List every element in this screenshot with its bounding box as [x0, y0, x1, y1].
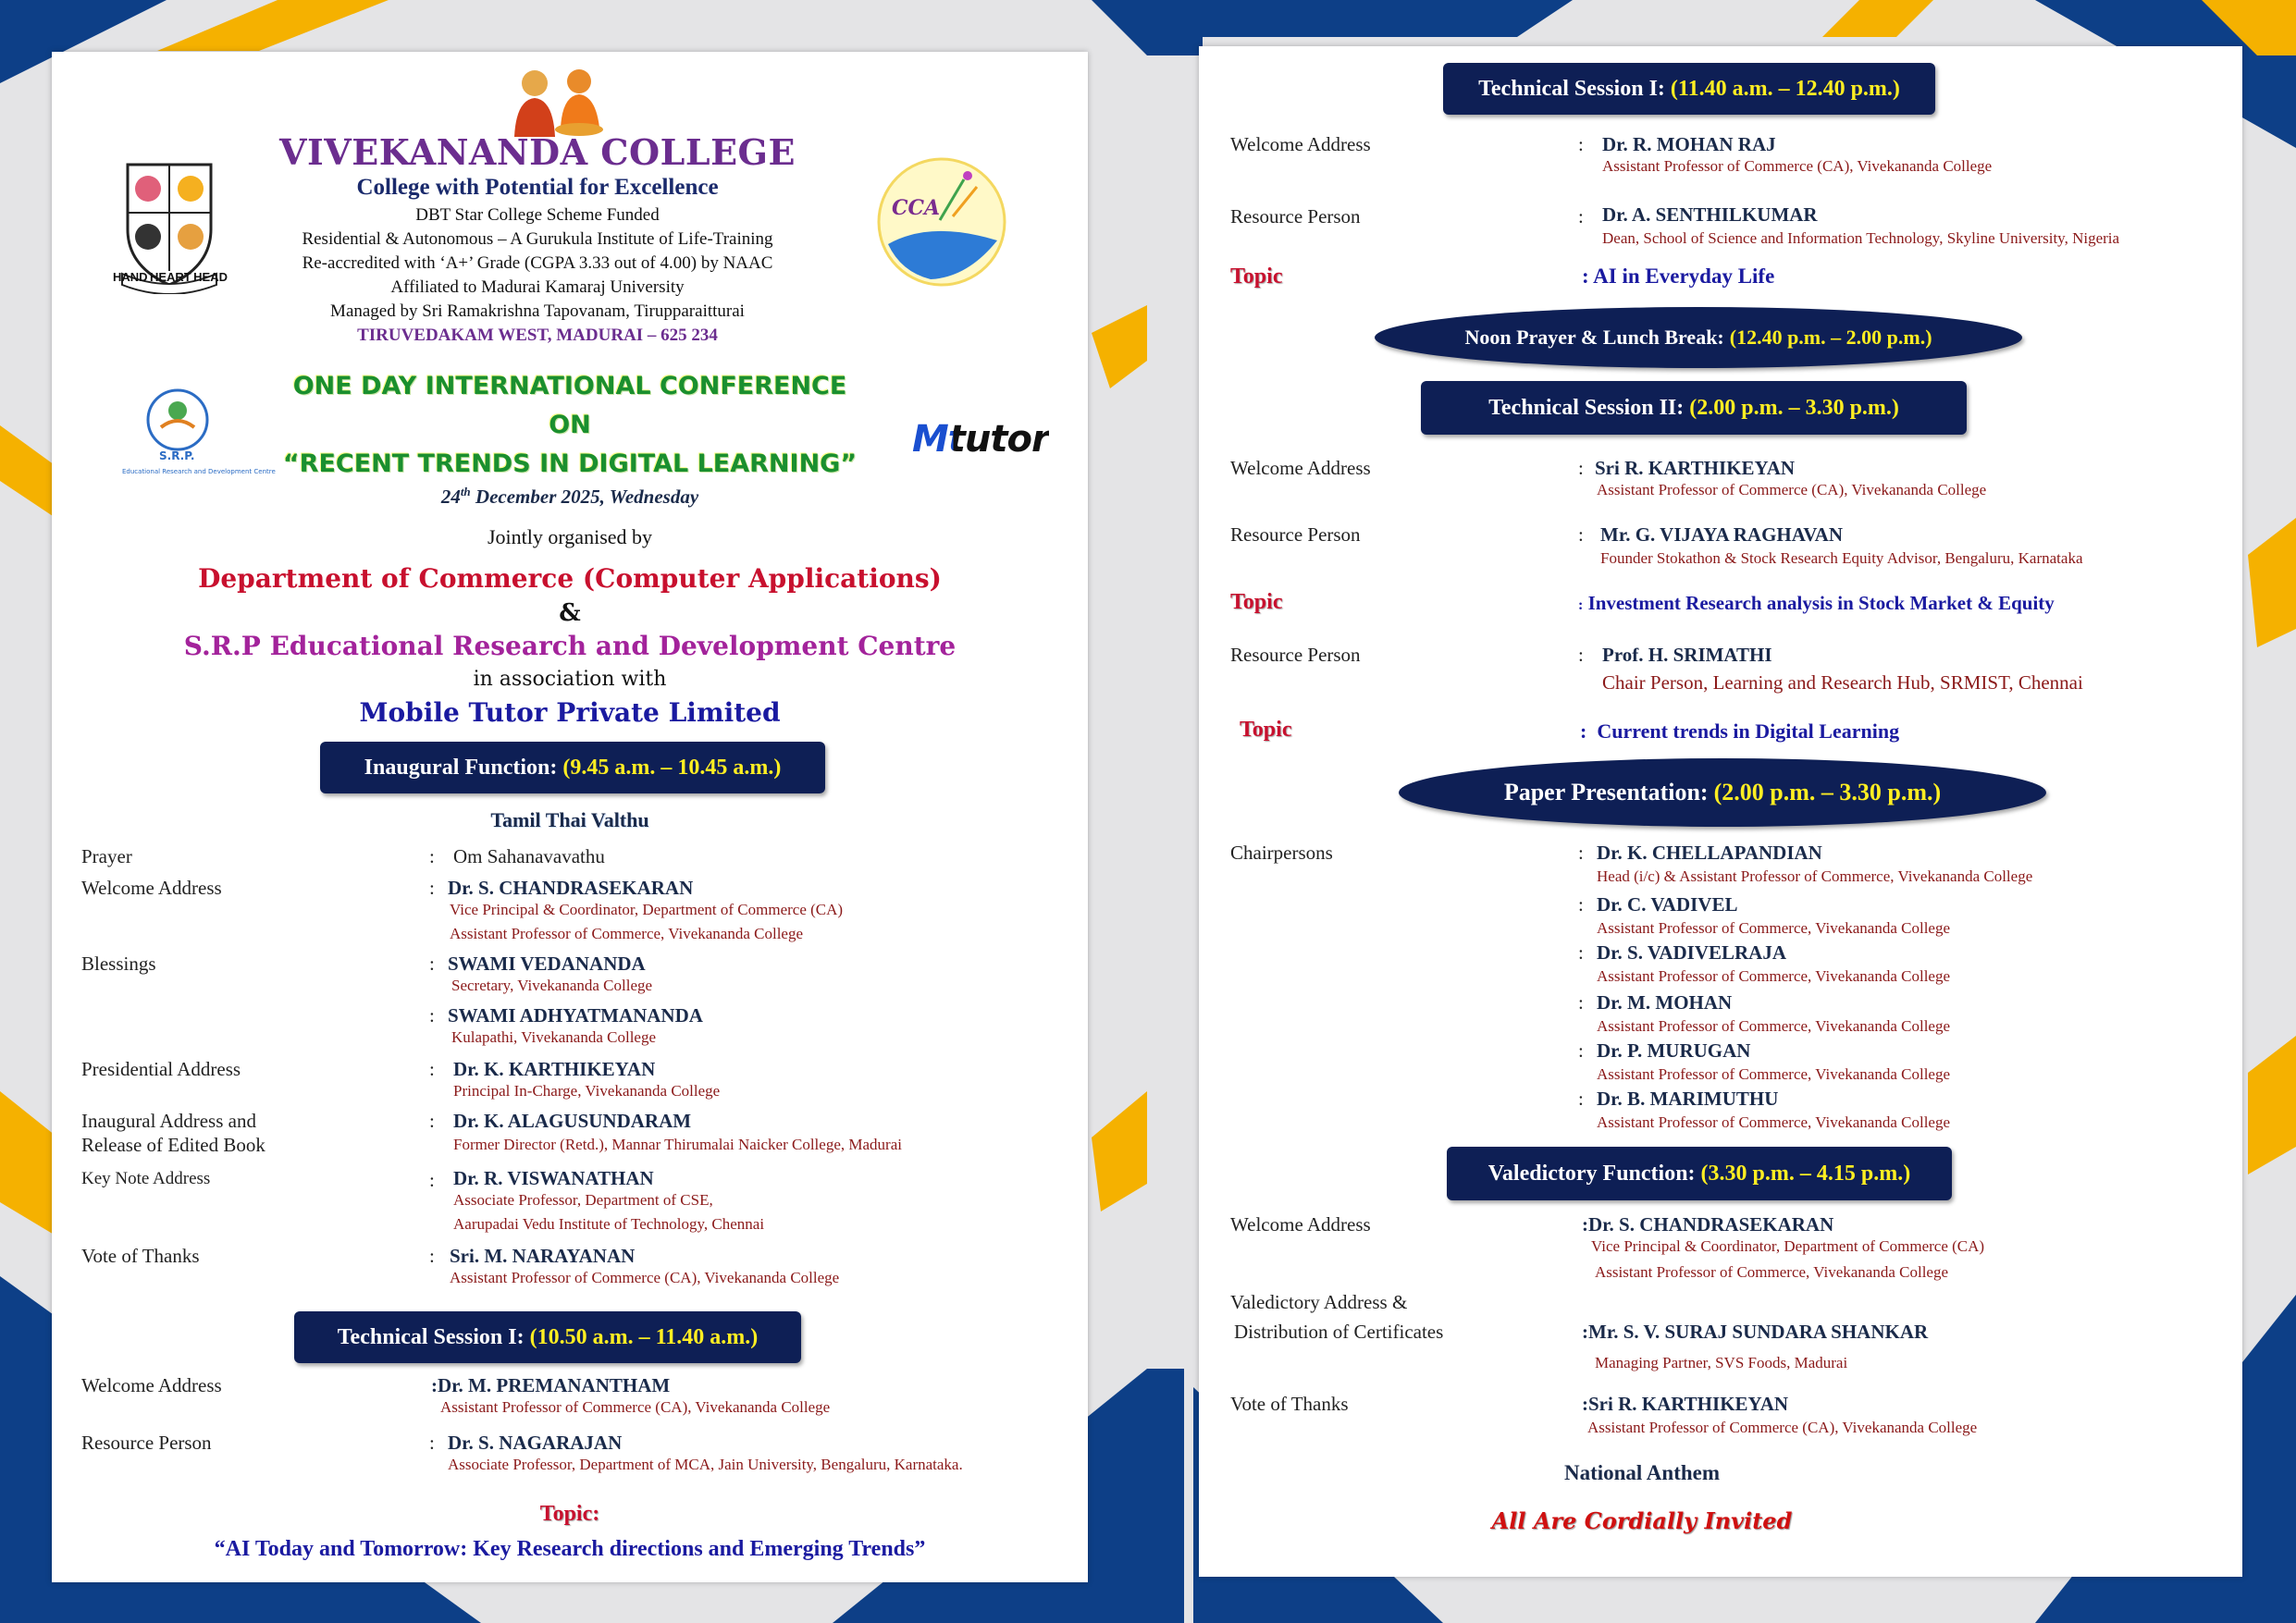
val-address-name-text: Mr. S. V. SURAJ SUNDARA SHANKAR	[1588, 1321, 1929, 1343]
paper-presentation-banner	[1399, 758, 2046, 827]
header-line-1: DBT Star College Scheme Funded	[415, 205, 660, 225]
blessings-designation-2: Kulapathi, Vivekananda College	[451, 1028, 657, 1046]
colon: :	[1578, 1039, 1584, 1062]
header-line-3: Re-accredited with ‘A+’ Grade (CGPA 3.33 out of 4.00) by NAAC	[302, 253, 773, 273]
chairperson-name: Dr. M. MOHAN	[1597, 991, 1733, 1014]
ts1-topic: “AI Today and Tomorrow: Key Research directions and Emerging Trends”	[214, 1537, 926, 1561]
tamil-thai-valthu: Tamil Thai Valthu	[490, 808, 649, 831]
val-welcome-designation-2: Assistant Professor of Commerce, Vivekananda College	[1595, 1263, 1949, 1281]
prayer-label: Prayer	[81, 845, 132, 867]
ts1-topic-label: Topic:	[539, 1502, 600, 1526]
ts2-time: (2.00 p.m. – 3.30 p.m.)	[1689, 395, 1899, 420]
colon: :	[1578, 1088, 1584, 1110]
presidential-speaker-name: Dr. K. KARTHIKEYAN	[453, 1058, 656, 1080]
colon: :	[1578, 133, 1584, 155]
ts2-welcome-name: Sri R. KARTHIKEYAN	[1595, 457, 1796, 479]
ts2-topic-text: Investment Research analysis in Stock Market & Equity	[1587, 592, 2055, 614]
welcome-speaker-designation-1: Vice Principal & Coordinator, Department of Commerce (CA)	[450, 901, 844, 918]
swami-portraits-image	[507, 63, 609, 137]
cordially-invited: All Are Cordially Invited	[1491, 1507, 1793, 1534]
ts2-resource-name: Mr. G. VIJAYA RAGHAVAN	[1600, 523, 1843, 546]
srp-logo-text: S.R.P.	[159, 449, 195, 462]
colon: :	[1582, 264, 1589, 288]
ts2-resource2-label: Resource Person	[1230, 644, 1361, 666]
chairperson-name: Dr. B. MARIMUTHU	[1597, 1088, 1779, 1110]
header-line-4: Affiliated to Madurai Kamaraj University	[390, 277, 685, 297]
chairperson-name: Dr. C. VADIVEL	[1597, 893, 1738, 916]
header-line-2: Residential & Autonomous – A Gurukula Institute of Life-Training	[302, 229, 773, 249]
inaugural-speaker-designation: Former Director (Retd.), Mannar Thirumalai Naicker College, Madurai	[453, 1136, 902, 1153]
ts2-resource-designation: Founder Stokathon & Stock Research Equity Advisor, Bengaluru, Karnataka	[1600, 549, 2083, 567]
header-line-5: Managed by Sri Ramakrishna Tapovanam, Tirupparaitturai	[330, 301, 745, 321]
ts1-welcome-name	[431, 1374, 670, 1397]
ts1-resource-designation: Associate Professor, Department of MCA, Jain University, Bengaluru, Karnataka.	[448, 1456, 963, 1473]
date-day: 24	[440, 486, 461, 508]
inaugural-address-label-2: Release of Edited Book	[81, 1134, 265, 1156]
srp-logo-caption: Educational Research and Development Centre	[122, 468, 276, 475]
welcome-speaker-name: Dr. S. CHANDRASEKARAN	[448, 877, 694, 899]
val-welcome-name-text: Dr. S. CHANDRASEKARAN	[1588, 1213, 1834, 1236]
val-thanks-designation: Assistant Professor of Commerce (CA), Vivekananda College	[1587, 1419, 1978, 1436]
colon: :	[429, 1058, 435, 1080]
emblem-word-heart: HEART	[149, 270, 191, 284]
chairperson-name: Dr. P. MURUGAN	[1597, 1039, 1751, 1062]
partner-mobile-tutor: Mobile Tutor Private Limited	[359, 697, 781, 728]
colon: :	[429, 1432, 435, 1454]
blessings-name-1: SWAMI VEDANANDA	[448, 953, 646, 975]
ts1-welcome-label: Welcome Address	[81, 1374, 222, 1396]
chairperson-designation: Assistant Professor of Commerce, Vivekananda College	[1597, 919, 1951, 937]
ts1b-resource-designation: Dean, School of Science and Information Technology, Skyline University, Nigeria	[1602, 229, 2120, 247]
presidential-address-label: Presidential Address	[81, 1058, 241, 1080]
inaugural-function-banner	[320, 742, 825, 793]
technical-session-1-banner	[294, 1311, 801, 1363]
chairperson-name: Dr. S. VADIVELRAJA	[1597, 941, 1786, 964]
jointly-organised: Jointly organised by	[487, 525, 653, 548]
ts2-topic2-text: Current trends in Digital Learning	[1597, 719, 1900, 743]
lunch-time: (12.40 p.m. – 2.00 p.m.)	[1729, 326, 1932, 349]
colon: :	[1578, 523, 1584, 546]
colon: :	[1578, 597, 1584, 613]
ts1-resource-name: Dr. S. NAGARAJAN	[448, 1432, 623, 1454]
ts2-title: Technical Session II:	[1488, 395, 1685, 420]
left-page	[52, 52, 1088, 1582]
college-tagline: College with Potential for Excellence	[356, 175, 719, 200]
inaugural-time: (9.45 a.m. – 10.45 a.m.)	[562, 755, 782, 780]
organiser-srp: S.R.P Educational Research and Development Centre	[183, 631, 957, 661]
keynote-address-label: Key Note Address	[81, 1169, 211, 1188]
chairperson-designation: Assistant Professor of Commerce, Vivekananda College	[1597, 967, 1951, 985]
colon: :	[1580, 719, 1587, 743]
ampersand: &	[559, 599, 581, 627]
ts1b-title: Technical Session I:	[1478, 76, 1665, 101]
conference-title-line-2: ON	[549, 411, 591, 439]
colon: :	[1578, 991, 1584, 1014]
conference-date	[52, 485, 1088, 509]
val-address-designation: Managing Partner, SVS Foods, Madurai	[1595, 1354, 1848, 1371]
val-thanks-label: Vote of Thanks	[1230, 1393, 1349, 1415]
ts2-welcome-designation: Assistant Professor of Commerce (CA), Vivekananda College	[1597, 481, 1987, 498]
prayer-value: Om Sahanavavathu	[453, 845, 605, 867]
colon: :	[431, 1374, 438, 1396]
emblem-word-head: HEAD	[193, 270, 228, 284]
paper-title: Paper Presentation:	[1503, 779, 1709, 805]
ts1b-time: (11.40 a.m. – 12.40 p.m.)	[1670, 76, 1900, 101]
inaugural-title: Inaugural Function:	[364, 755, 558, 780]
ts1-resource-label: Resource Person	[81, 1432, 212, 1454]
colon: :	[429, 1245, 435, 1267]
ts1b-welcome-label: Welcome Address	[1230, 133, 1371, 155]
conference-title-line-3: “RECENT TRENDS IN DIGITAL LEARNING”	[282, 449, 858, 478]
college-address: TIRUVEDAKAM WEST, MADURAI – 625 234	[357, 326, 718, 345]
chairperson-designation: Assistant Professor of Commerce, Vivekananda College	[1597, 1065, 1951, 1083]
colon: :	[429, 877, 435, 899]
colon: :	[1578, 893, 1584, 916]
val-address-label-2: Distribution of Certificates	[1234, 1321, 1444, 1343]
ts1b-resource-name: Dr. A. SENTHILKUMAR	[1602, 203, 1818, 226]
ts1b-welcome-designation: Assistant Professor of Commerce (CA), Vivekananda College	[1602, 157, 1993, 175]
ts1-title: Technical Session I:	[337, 1324, 525, 1349]
ts1b-welcome-name: Dr. R. MOHAN RAJ	[1602, 133, 1776, 155]
technical-session-1b-banner	[1443, 63, 1935, 115]
colon: :	[429, 1110, 435, 1132]
ts1b-resource-label: Resource Person	[1230, 205, 1361, 227]
ts2-resource-label: Resource Person	[1230, 523, 1361, 546]
vote-of-thanks-label: Vote of Thanks	[81, 1245, 200, 1267]
valedictory-title: Valedictory Function:	[1487, 1161, 1696, 1186]
technical-session-2-banner	[1421, 381, 1967, 435]
colon: :	[1578, 205, 1584, 227]
cca-logo-text: CCA	[892, 196, 941, 220]
val-thanks-name	[1582, 1393, 1788, 1416]
lunch-title: Noon Prayer & Lunch Break:	[1464, 326, 1724, 349]
colon: :	[1582, 1213, 1588, 1236]
paper-time: (2.00 p.m. – 3.30 p.m.)	[1713, 779, 1942, 805]
ts1b-topic-label: Topic	[1230, 264, 1283, 289]
colon: :	[1578, 644, 1584, 666]
national-anthem: National Anthem	[1563, 1461, 1721, 1484]
ts1-welcome-designation: Assistant Professor of Commerce (CA), Vivekananda College	[440, 1398, 831, 1416]
keynote-speaker-designation-2: Aarupadai Vedu Institute of Technology, Chennai	[453, 1215, 765, 1233]
val-welcome-label: Welcome Address	[1230, 1213, 1371, 1236]
chairperson-name: Dr. K. CHELLAPANDIAN	[1597, 842, 1822, 864]
chairpersons-label: Chairpersons	[1230, 842, 1333, 864]
inaugural-address-label-1: Inaugural Address and	[81, 1110, 256, 1132]
colon: :	[1582, 1393, 1588, 1415]
ts1b-topic-text: AI in Everyday Life	[1593, 264, 1775, 288]
colon: :	[429, 1004, 435, 1027]
chairperson-designation: Assistant Professor of Commerce, Vivekananda College	[1597, 1017, 1951, 1035]
colon: :	[1578, 842, 1584, 864]
colon: :	[1582, 1321, 1588, 1343]
blessings-name-2: SWAMI ADHYATMANANDA	[448, 1004, 703, 1027]
val-thanks-name-text: Sri R. KARTHIKEYAN	[1588, 1393, 1789, 1415]
mtutor-logo-text: Mtutor	[912, 418, 1049, 461]
presidential-speaker-designation: Principal In-Charge, Vivekananda College	[453, 1082, 721, 1100]
val-welcome-name	[1582, 1213, 1833, 1236]
ts2-topic2-label: Topic	[1240, 718, 1292, 742]
emblem-word-hand: HAND	[113, 270, 148, 284]
chairperson-designation: Assistant Professor of Commerce, Vivekananda College	[1597, 1113, 1951, 1131]
valedictory-time: (3.30 p.m. – 4.15 p.m.)	[1700, 1161, 1911, 1186]
chairperson-designation: Head (i/c) & Assistant Professor of Commerce, Vivekananda College	[1597, 867, 2033, 885]
date-rest: December 2025, Wednesday	[470, 486, 699, 508]
welcome-address-label: Welcome Address	[81, 877, 222, 899]
vote-of-thanks-designation: Assistant Professor of Commerce (CA), Vivekananda College	[450, 1269, 840, 1286]
ts2-topic2	[1580, 719, 1899, 744]
colon: :	[429, 1169, 435, 1191]
ts2-resource2-name: Prof. H. SRIMATHI	[1602, 644, 1772, 666]
keynote-speaker-name: Dr. R. VISWANATHAN	[453, 1167, 654, 1189]
ts2-welcome-label: Welcome Address	[1230, 457, 1371, 479]
date-suffix: th	[460, 485, 471, 498]
right-page	[1199, 46, 2242, 1577]
keynote-speaker-designation-1: Associate Professor, Department of CSE,	[453, 1191, 713, 1209]
colon: :	[429, 953, 435, 975]
college-name: VIVEKANANDA COLLEGE	[279, 131, 796, 173]
blessings-designation-1: Secretary, Vivekananda College	[451, 977, 653, 994]
conference-title-line-1: ONE DAY INTERNATIONAL CONFERENCE	[292, 372, 847, 400]
valedictory-function-banner	[1447, 1147, 1952, 1200]
in-association-with: in association with	[473, 668, 667, 691]
ts1-welcome-name-text: Dr. M. PREMANANTHAM	[438, 1374, 671, 1396]
ts1-time: (10.50 a.m. – 11.40 a.m.)	[529, 1324, 759, 1349]
welcome-speaker-designation-2: Assistant Professor of Commerce, Vivekananda College	[450, 925, 804, 942]
inaugural-speaker-name: Dr. K. ALAGUSUNDARAM	[453, 1110, 692, 1132]
colon: :	[1578, 941, 1584, 964]
val-welcome-designation-1: Vice Principal & Coordinator, Department of Commerce (CA)	[1591, 1237, 1985, 1255]
ts1b-topic	[1582, 264, 1774, 289]
val-address-label-1: Valedictory Address &	[1230, 1291, 1408, 1313]
lunch-break-banner	[1375, 307, 2022, 368]
organiser-department: Department of Commerce (Computer Applications)	[198, 563, 942, 594]
ts2-topic-label: Topic	[1230, 590, 1283, 614]
colon: :	[1578, 457, 1584, 479]
colon: :	[429, 845, 435, 867]
vote-of-thanks-name: Sri. M. NARAYANAN	[450, 1245, 636, 1267]
val-address-name	[1582, 1321, 1928, 1344]
ts2-resource2-designation: Chair Person, Learning and Research Hub, SRMIST, Chennai	[1602, 671, 2083, 694]
blessings-label: Blessings	[81, 953, 156, 975]
ts2-topic	[1578, 592, 2055, 615]
